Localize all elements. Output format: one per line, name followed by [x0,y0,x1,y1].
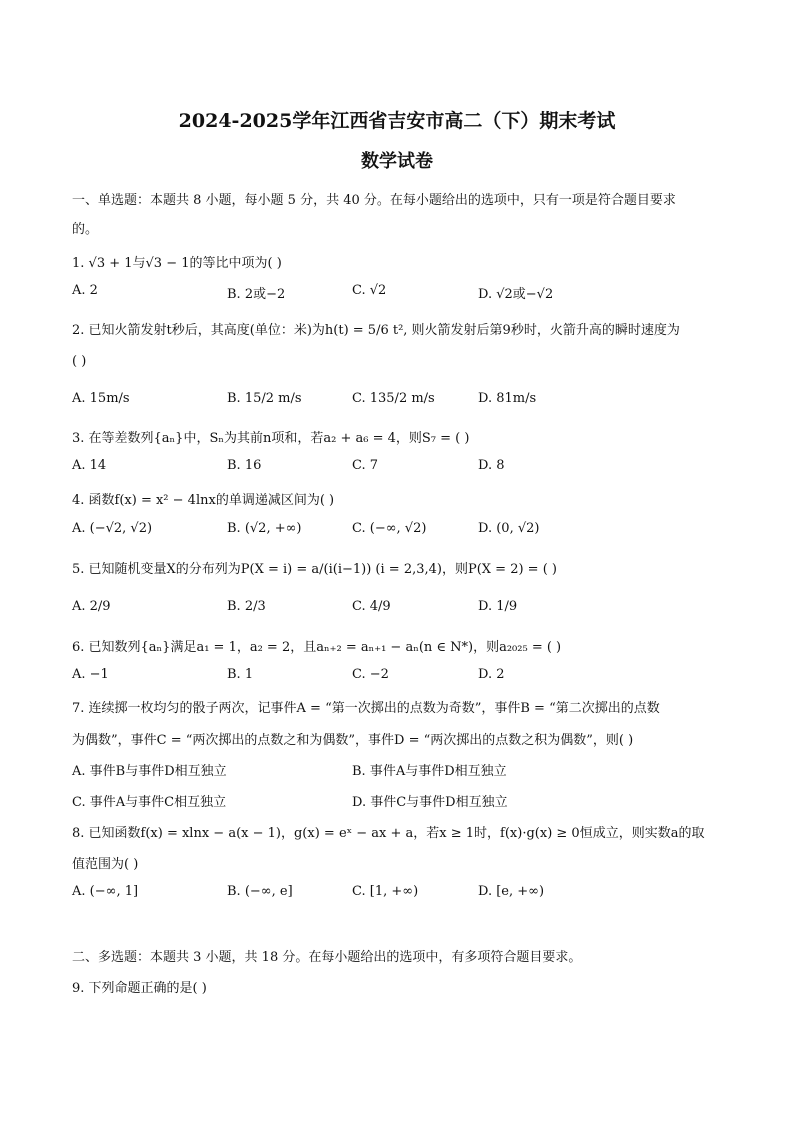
q2-option-a: A. 15m/s [72,391,130,406]
q8-option-a: A. (−∞, 1] [72,884,139,899]
q7-option-c: C. 事件A与事件C相互独立 [72,795,227,810]
q4-option-b: B. (√2, +∞) [227,521,302,536]
q3-option-b: B. 16 [227,458,262,473]
question-8-cont: 值范围为( ) [72,857,139,872]
q1-option-c: C. √2 [352,283,387,298]
section1-heading-cont: 的。 [72,222,99,237]
q4-option-d: D. (0, √2) [478,521,540,536]
page-title: 2024-2025学年江西省吉安市高二（下）期末考试 [178,110,616,132]
q4-option-a: A. (−√2, √2) [72,521,153,536]
page-subtitle: 数学试卷 [361,151,433,172]
q7-option-b: B. 事件A与事件D相互独立 [352,764,507,779]
q1-option-b: B. 2或−2 [227,287,286,302]
q8-option-d: D. [e, +∞) [478,884,545,899]
section2-heading: 二、多选题：本题共 3 小题，共 18 分。在每小题给出的选项中，有多项符合题目要求。 [72,950,582,965]
question-8: 8. 已知函数f(x) = xlnx − a(x − 1)，g(x) = eˣ − ax + a，若x ≥ 1时，f(x)·g(x) ≥ 0恒成立，则实数a的取 [72,826,705,841]
q3-option-c: C. 7 [352,458,379,473]
q6-option-c: C. −2 [352,667,389,682]
question-3: 3. 在等差数列{aₙ}中，Sₙ为其前n项和，若a₂ + a₆ = 4，则S₇ = ( ) [72,431,470,446]
q3-option-d: D. 8 [478,458,505,473]
q7-option-a: A. 事件B与事件D相互独立 [72,764,227,779]
question-6: 6. 已知数列{aₙ}满足a₁ = 1，a₂ = 2，且aₙ₊₂ = aₙ₊₁ − aₙ(n ∈ N*)，则a₂₀₂₅ = ( ) [72,640,562,655]
question-4: 4. 函数f(x) = x² − 4lnx的单调递减区间为( ) [72,493,335,508]
q8-option-b: B. (−∞, e] [227,884,293,899]
q5-option-c: C. 4/9 [352,599,391,614]
question-5: 5. 已知随机变量X的分布列为P(X = i) = a/(i(i−1)) (i = 2,3,4)，则P(X = 2) = ( ) [72,562,557,577]
question-2: 2. 已知火箭发射t秒后，其高度(单位：米)为h(t) = 5/6 t², 则火箭发射后第9秒时，火箭升高的瞬时速度为 [72,323,680,338]
q5-option-a: A. 2/9 [72,599,111,614]
q4-option-c: C. (−∞, √2) [352,521,427,536]
q3-option-a: A. 14 [72,458,107,473]
q2-option-d: D. 81m/s [478,391,537,406]
q6-option-b: B. 1 [227,667,254,682]
q2-option-b: B. 15/2 m/s [227,391,302,406]
question-7: 7. 连续掷一枚均匀的骰子两次，记事件A = “第一次掷出的点数为奇数”，事件B = “第二次掷出的点数 [72,701,660,716]
question-7-cont: 为偶数”，事件C = “两次掷出的点数之和为偶数”，事件D = “两次掷出的点数之积为偶数”，则( ) [72,733,634,748]
question-9: 9. 下列命题正确的是( ) [72,981,207,996]
q6-option-a: A. −1 [72,667,109,682]
q6-option-d: D. 2 [478,667,505,682]
q5-option-d: D. 1/9 [478,599,518,614]
q8-option-c: C. [1, +∞) [352,884,419,899]
q1-option-a: A. 2 [72,283,98,298]
q5-option-b: B. 2/3 [227,599,266,614]
question-1: 1. √3 + 1与√3 − 1的等比中项为( ) [72,256,282,271]
section1-heading: 一、单选题：本题共 8 小题，每小题 5 分，共 40 分。在每小题给出的选项中，只有一项是符合题目要求 [72,193,676,208]
q7-option-d: D. 事件C与事件D相互独立 [352,795,508,810]
q1-option-d: D. √2或−√2 [478,287,554,302]
q2-option-c: C. 135/2 m/s [352,391,435,406]
question-2-cont: ( ) [72,354,87,369]
